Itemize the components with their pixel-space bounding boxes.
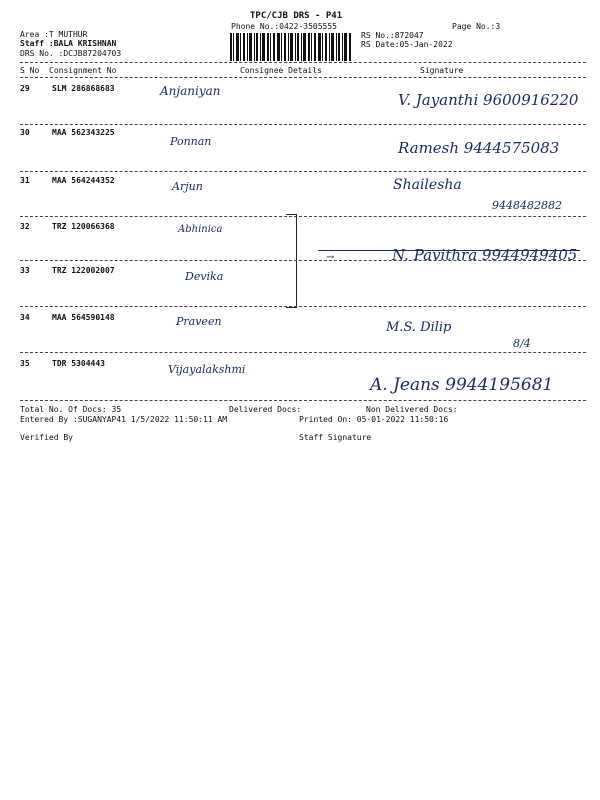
col-consignee: Consignee Details — [240, 66, 322, 75]
row-signature: M.S. Dilip — [386, 320, 452, 335]
row-consignment: TRZ 122002007 — [52, 266, 115, 275]
row-signature: Ramesh 9444575083 — [398, 139, 560, 157]
row-consignee: Arjun — [172, 180, 203, 193]
divider — [20, 400, 586, 401]
divider — [20, 77, 586, 78]
document-title: TPC/CJB DRS - P41 — [250, 11, 343, 21]
page-number: Page No.:3 — [452, 22, 501, 31]
row-signature-note: 8/4 — [513, 337, 531, 350]
divider — [20, 260, 586, 261]
row-consignment: TDR 5304443 — [52, 359, 105, 368]
arrow-icon: → — [326, 252, 335, 263]
row-sno: 33 — [20, 266, 30, 275]
row-signature-phone: 9448482882 — [492, 199, 562, 212]
row-consignment: TRZ 120066368 — [52, 222, 115, 231]
row-sno: 34 — [20, 313, 30, 322]
row-consignee: Devika — [185, 270, 224, 283]
row-sno: 29 — [20, 84, 30, 93]
row-consignee: Abhinica — [178, 224, 223, 235]
entered-by: Entered By :SUGANYAP41 1/5/2022 11:50:11 AM — [20, 415, 228, 424]
staff-label: Staff :BALA KRISHNAN — [20, 39, 117, 48]
divider — [20, 171, 586, 172]
delivered-docs: Delivered Docs: — [229, 405, 302, 414]
rs-number: RS No.:872047 — [361, 31, 424, 40]
divider — [20, 306, 586, 307]
row-sno: 32 — [20, 222, 30, 231]
row-signature: Shailesha — [393, 177, 462, 193]
row-consignment: SLM 286868683 — [52, 84, 115, 93]
col-sno: S No — [20, 66, 40, 75]
merged-signature: N. Pavithra 9944949405 — [392, 246, 578, 264]
row-consignment: MAA 564244352 — [52, 176, 115, 185]
verified-by: Verified By — [20, 433, 73, 442]
row-sno: 35 — [20, 359, 30, 368]
bracket — [286, 214, 297, 308]
rs-date: RS Date:05-Jan-2022 — [361, 40, 453, 49]
col-consignment: Consignment No — [49, 66, 117, 75]
row-sno: 30 — [20, 128, 30, 137]
row-sno: 31 — [20, 176, 30, 185]
staff-signature: Staff Signature — [299, 433, 372, 442]
row-consignee: Vijayalakshmi — [168, 363, 246, 376]
total-docs: Total No. Of Docs: 35 — [20, 405, 122, 414]
col-signature: Signature — [420, 66, 464, 75]
row-consignee: Anjaniyan — [160, 84, 221, 98]
divider — [20, 124, 586, 125]
divider — [20, 352, 586, 353]
row-consignment: MAA 562343225 — [52, 128, 115, 137]
non-delivered-docs: Non Delivered Docs: — [366, 405, 458, 414]
drs-number: DRS No. :DCJB87204703 — [20, 49, 122, 58]
row-consignee: Praveen — [176, 315, 222, 328]
area-label: Area :T MUTHUR — [20, 30, 88, 39]
row-consignee: Ponnan — [170, 135, 212, 148]
barcode-icon — [230, 33, 352, 61]
divider — [20, 216, 586, 217]
row-signature: V. Jayanthi 9600916220 — [398, 91, 579, 109]
printed-on: Printed On: 05-01-2022 11:50:16 — [299, 415, 449, 424]
row-consignment: MAA 564590148 — [52, 313, 115, 322]
divider — [20, 62, 586, 63]
row-signature: A. Jeans 9944195681 — [370, 375, 554, 395]
phone-number: Phone No.:0422-3505555 — [231, 22, 337, 31]
